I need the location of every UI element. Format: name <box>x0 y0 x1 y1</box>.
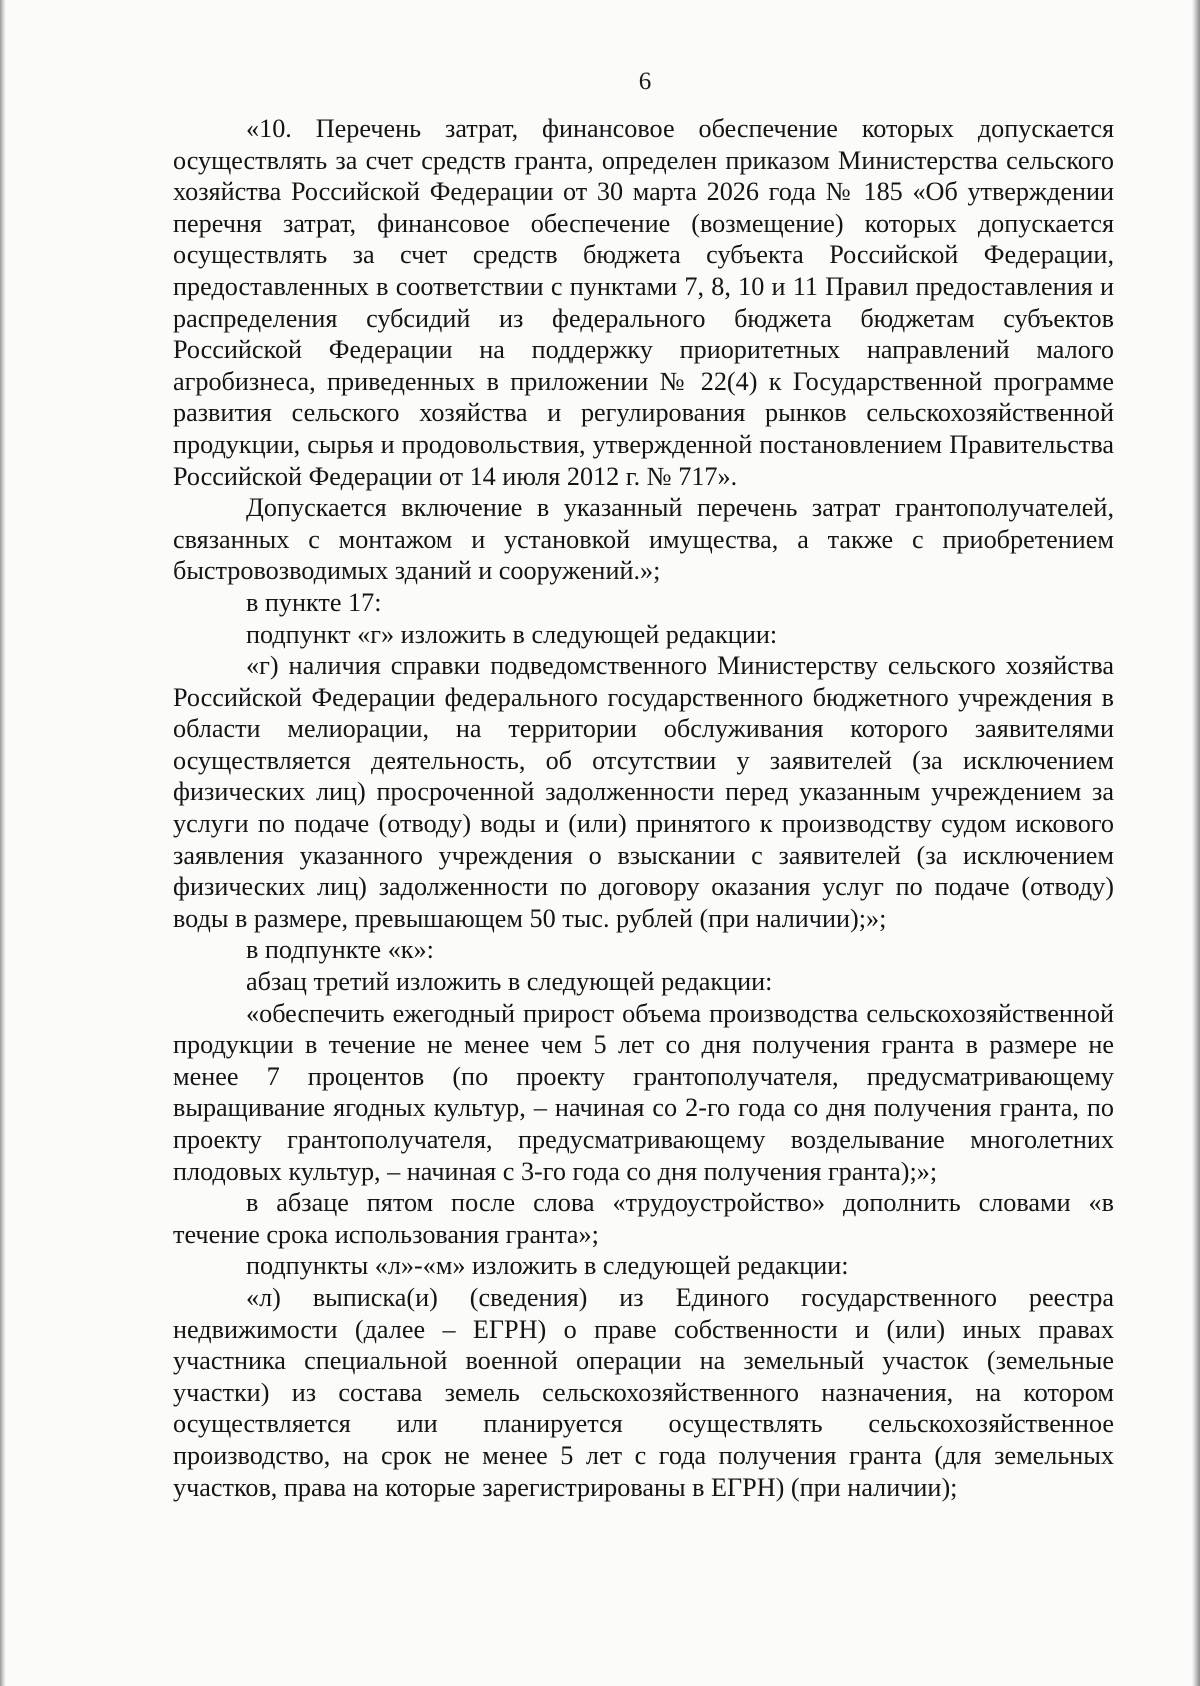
scan-edge-left <box>0 0 6 1686</box>
paragraph-subpoint-g: «г) наличия справки подведомственного Министерству сельского хозяйства Российской Федерации федерального государственного бюджетного учреждения в области мелиорации, на территории обслуживания которого заявителями осуществляется деятельность, об отсутствии у заявителей (за исключением физических лиц) просроченной задолженности перед указанным учреждением за услуги по подаче (отводу) воды и (или) принятого к производству судом искового заявления указанного учреждения о взыскании с заявителей (за исключением физических лиц) задолженности по договору оказания услуг по подаче (отводу) воды в размере, превышающем 50 тыс. рублей (при наличии);»; <box>173 651 1114 933</box>
paragraph-abzac-pyatyi: в абзаце пятом после слова «трудоустройство» дополнить словами «в течение срока использования гранта»; <box>173 1188 1114 1249</box>
paragraph-subpoint-g-intro: подпункт «г» изложить в следующей редакции: <box>246 619 778 649</box>
paragraph-subpoint-k: в подпункте «к»: <box>246 935 434 965</box>
paragraph-subpoints-l-m-intro: подпункты «л»-«м» изложить в следующей редакции: <box>246 1251 849 1281</box>
paragraph-point-17: в пункте 17: <box>246 587 382 617</box>
paragraph-inclusion-note: Допускается включение в указанный перечень затрат грантополучателей, связанных с монтажом и установкой имущества, а также с приобретением быстровозводимых зданий и сооружений.»; <box>173 493 1114 586</box>
paragraph-subpoint-l: «л) выписка(и) (сведения) из Единого государственного реестра недвижимости (далее – ЕГРН) о праве собственности и (или) иных правах участника специальной военной операции на земельный участок (земельные участки) из состава земель сельскохозяйственного назначения, на котором осуществляется или планируется осуществлять сельскохозяйственное производство, на срок не менее 5 лет с года получения гранта (для земельных участков, права на которые зарегистрированы в ЕГРН) (при наличии); <box>173 1282 1114 1502</box>
paragraph-abzac-tretiy: абзац третий изложить в следующей редакции: <box>246 967 773 997</box>
paragraph-annual-growth: «обеспечить ежегодный прирост объема производства сельскохозяйственной продукции в течение не менее чем 5 лет со дня получения гранта в размере не менее 7 процентов (по проекту грантополучателя, предусматривающему выращивание ягодных культур, – начиная со 2-го года со дня получения гранта, по проекту грантополучателя, предусматривающему возделывание многолетних плодовых культур, – начиная с 3-го года со дня получения гранта);»; <box>173 998 1114 1186</box>
paragraph-item-10: «10. Перечень затрат, финансовое обеспечение которых допускается осуществлять за счет средств гранта, определен приказом Министерства сельского хозяйства Российской Федерации от 30 марта 2026 года № 185 «Об утверждении перечня затрат, финансовое обеспечение (возмещение) которых допускается осуществлять за счет средств бюджета субъекта Российской Федерации, предоставленных в соответствии с пунктами 7, 8, 10 и 11 Правил предоставления и распределения субсидий из федерального бюджета бюджетам субъектов Российской Федерации на поддержку приоритетных направлений малого агробизнеса, приведенных в приложении № 22(4) к Государственной программе развития сельского хозяйства и регулирования рынков сельскохозяйственной продукции, сырья и продовольствия, утвержденной постановлением Правительства Российской Федерации от 14 июля 2012 г. № 717». <box>173 114 1114 491</box>
scan-edge-right <box>1192 0 1200 1686</box>
page-number: 6 <box>638 68 652 95</box>
document-body <box>173 113 1114 1503</box>
